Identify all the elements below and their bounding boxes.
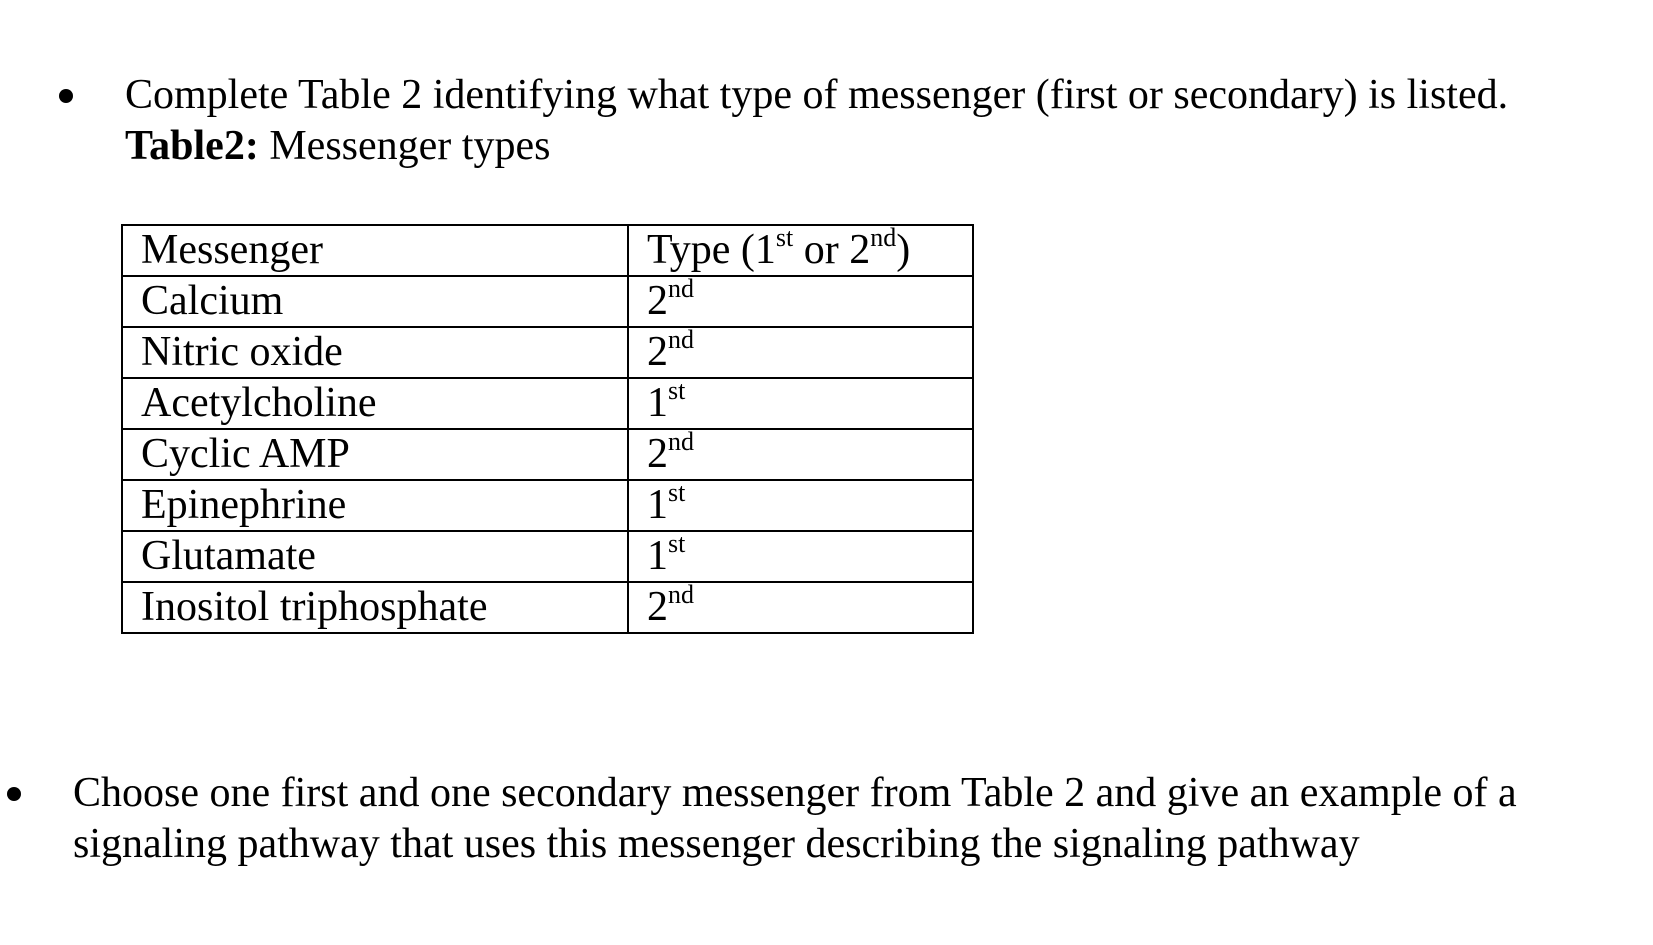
type-suffix: nd — [668, 276, 694, 303]
messenger-cell: Nitric oxide — [122, 327, 628, 378]
bullet-icon — [7, 787, 21, 801]
type-cell[interactable] — [628, 429, 973, 480]
type-number: 2 — [647, 278, 668, 324]
type-cell[interactable] — [628, 276, 973, 327]
type-suffix: nd — [668, 327, 694, 354]
type-cell[interactable] — [628, 327, 973, 378]
messenger-cell: Acetylcholine — [122, 378, 628, 429]
header-messenger: Messenger — [122, 225, 628, 276]
question-1 — [125, 70, 1635, 172]
type-cell[interactable] — [628, 531, 973, 582]
header-type-sup1: st — [775, 225, 794, 252]
type-cell[interactable] — [628, 480, 973, 531]
question-2-line-2: signaling pathway that uses this messenger describing the signaling pathway — [73, 821, 1360, 867]
header-type-mid: or 2 — [793, 227, 871, 273]
table-row — [122, 480, 973, 531]
question-2-line-1: Choose one first and one secondary messenger from Table 2 and give an example of a — [73, 770, 1517, 816]
table-row — [122, 429, 973, 480]
question-1-text: Complete Table 2 identifying what type of messenger (first or secondary) is listed. — [125, 72, 1509, 118]
bullet-icon — [59, 89, 73, 103]
type-number: 1 — [647, 482, 668, 528]
type-number: 2 — [647, 329, 668, 375]
messenger-table — [121, 224, 974, 634]
type-suffix: st — [668, 378, 686, 405]
table-caption-title: Messenger types — [258, 123, 551, 169]
table-caption — [125, 121, 1635, 172]
type-cell[interactable] — [628, 378, 973, 429]
table-row — [122, 276, 973, 327]
messenger-cell: Cyclic AMP — [122, 429, 628, 480]
messenger-cell: Epinephrine — [122, 480, 628, 531]
header-type — [628, 225, 973, 276]
header-type-sup2: nd — [870, 225, 897, 252]
header-type-suffix: ) — [896, 227, 911, 273]
type-number: 1 — [647, 380, 668, 426]
table-row — [122, 378, 973, 429]
type-suffix: st — [668, 531, 686, 558]
type-number: 2 — [647, 584, 668, 630]
header-type-prefix: Type (1 — [647, 227, 776, 273]
messenger-cell: Inositol triphosphate — [122, 582, 628, 633]
table-row — [122, 582, 973, 633]
table-caption-label: Table2: — [125, 123, 259, 169]
table-row — [122, 531, 973, 582]
question-2 — [73, 768, 1633, 870]
type-cell[interactable] — [628, 582, 973, 633]
type-number: 2 — [647, 431, 668, 477]
table-row — [122, 327, 973, 378]
table-header-row — [122, 225, 973, 276]
messenger-cell: Calcium — [122, 276, 628, 327]
messenger-cell: Glutamate — [122, 531, 628, 582]
type-number: 1 — [647, 533, 668, 579]
type-suffix: nd — [668, 582, 694, 609]
type-suffix: nd — [668, 429, 694, 456]
type-suffix: st — [668, 480, 686, 507]
